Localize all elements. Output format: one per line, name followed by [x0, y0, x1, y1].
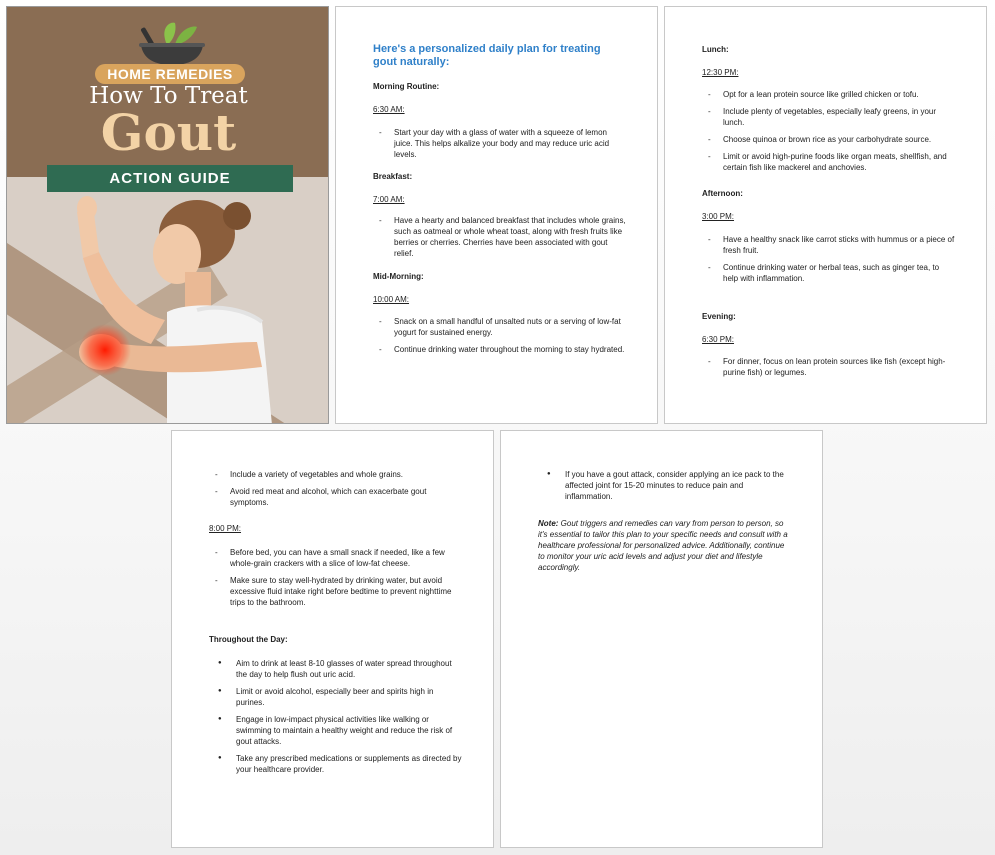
list-item: - Choose quinoa or brown rice as your carbohydrate source.: [705, 134, 955, 145]
section-list: [376, 316, 626, 361]
note-text: Gout triggers and remedies can vary from person to person, so it's essential to tailor this plan to your specific needs and consult with a healthcare professional for personalized advice. Additionally, continue to monitor your uric acid levels and adjust your diet and lifestyle accordingly.: [538, 519, 788, 572]
cover-page[interactable]: [6, 6, 329, 424]
section-heading: Morning Routine:: [373, 82, 440, 91]
section-list: [705, 234, 955, 290]
woman-elbow-illustration: [47, 192, 307, 424]
list-item: - Start your day with a glass of water with a squeeze of lemon juice. This helps alkalize your body and may reduce uric acid levels.: [376, 127, 626, 160]
list-item: - Include plenty of vegetables, especially leafy greens, in your lunch.: [705, 106, 955, 128]
list-item: - Have a hearty and balanced breakfast that includes whole grains, such as oatmeal or whole wheat toast, along with fresh fruits like berries or cherries. Cherries have been associated with gout relief.: [376, 215, 626, 259]
list-item: - Continue drinking water or herbal teas, such as ginger tea, to help with inflammation.: [705, 262, 955, 284]
list-item: ● Limit or avoid alcohol, especially beer and spirits high in purines.: [218, 686, 462, 708]
section-list: [212, 469, 462, 514]
list-item: - Have a healthy snack like carrot sticks with hummus or a piece of fresh fruit.: [705, 234, 955, 256]
list-item: - Continue drinking water throughout the morning to stay hydrated.: [376, 344, 626, 355]
section-time: 6:30 PM:: [702, 335, 735, 344]
cover-title-gout: Gout: [100, 103, 237, 162]
section-heading: Breakfast:: [373, 172, 413, 181]
section-heading: Throughout the Day:: [209, 635, 288, 644]
bullet-list: [547, 469, 791, 508]
section-time: 10:00 AM:: [373, 295, 410, 304]
list-item: - Before bed, you can have a small snack if needed, like a few whole-grain crackers with a slice of low-fat cheese.: [212, 547, 462, 569]
section-time: 6:30 AM:: [373, 105, 405, 114]
note-paragraph: [538, 518, 788, 573]
section-heading: Afternoon:: [702, 189, 743, 198]
section-time: 12:30 PM:: [702, 68, 739, 77]
list-item: - Limit or avoid high-purine foods like organ meats, shellfish, and certain fish like mackerel and anchovies.: [705, 151, 955, 173]
section-heading: Lunch:: [702, 45, 729, 54]
page-2[interactable]: [664, 6, 987, 424]
bullet-list: [218, 658, 462, 781]
section-list: [376, 215, 626, 265]
section-time: 3:00 PM:: [702, 212, 735, 221]
list-item: ● Aim to drink at least 8-10 glasses of water spread throughout the day to help flush out uric acid.: [218, 658, 462, 680]
section-list: [212, 547, 462, 614]
section-time: 8:00 PM:: [209, 524, 242, 533]
cover-title-line1: How To Treat: [89, 83, 248, 109]
section-time: 7:00 AM:: [373, 195, 405, 204]
note-label: Note:: [538, 519, 559, 528]
cover-tag-pill: HOME REMEDIES: [95, 64, 245, 84]
plan-title: Here's a personalized daily plan for treating gout naturally:: [373, 43, 601, 68]
cover-action-guide-band: ACTION GUIDE: [47, 165, 293, 192]
list-item: - Include a variety of vegetables and whole grains.: [212, 469, 462, 480]
list-item: - Snack on a small handful of unsalted nuts or a serving of low-fat yogurt for sustained energy.: [376, 316, 626, 338]
page-4[interactable]: [500, 430, 823, 848]
section-list: [376, 127, 626, 166]
page-3[interactable]: [171, 430, 494, 848]
list-item: - For dinner, focus on lean protein sources like fish (except high-purine fish) or legumes.: [705, 356, 955, 378]
section-list: [705, 89, 955, 179]
list-item: - Opt for a lean protein source like grilled chicken or tofu.: [705, 89, 955, 100]
list-item: - Make sure to stay well-hydrated by drinking water, but avoid excessive fluid intake right before bedtime to prevent nighttime trips to the bathroom.: [212, 575, 462, 608]
section-heading: Evening:: [702, 312, 736, 321]
list-item: ● If you have a gout attack, consider applying an ice pack to the affected joint for 15-20 minutes to reduce pain and inflammation.: [547, 469, 791, 502]
list-item: ● Engage in low-impact physical activities like walking or swimming to maintain a healthy weight and reduce the risk of gout attacks.: [218, 714, 462, 747]
mortar-pestle-icon: [137, 17, 207, 67]
list-item: - Avoid red meat and alcohol, which can exacerbate gout symptoms.: [212, 486, 462, 508]
section-list: [705, 356, 955, 384]
page-1[interactable]: [335, 6, 658, 424]
list-item: ● Take any prescribed medications or supplements as directed by your healthcare provider.: [218, 753, 462, 775]
section-heading: Mid-Morning:: [373, 272, 424, 281]
